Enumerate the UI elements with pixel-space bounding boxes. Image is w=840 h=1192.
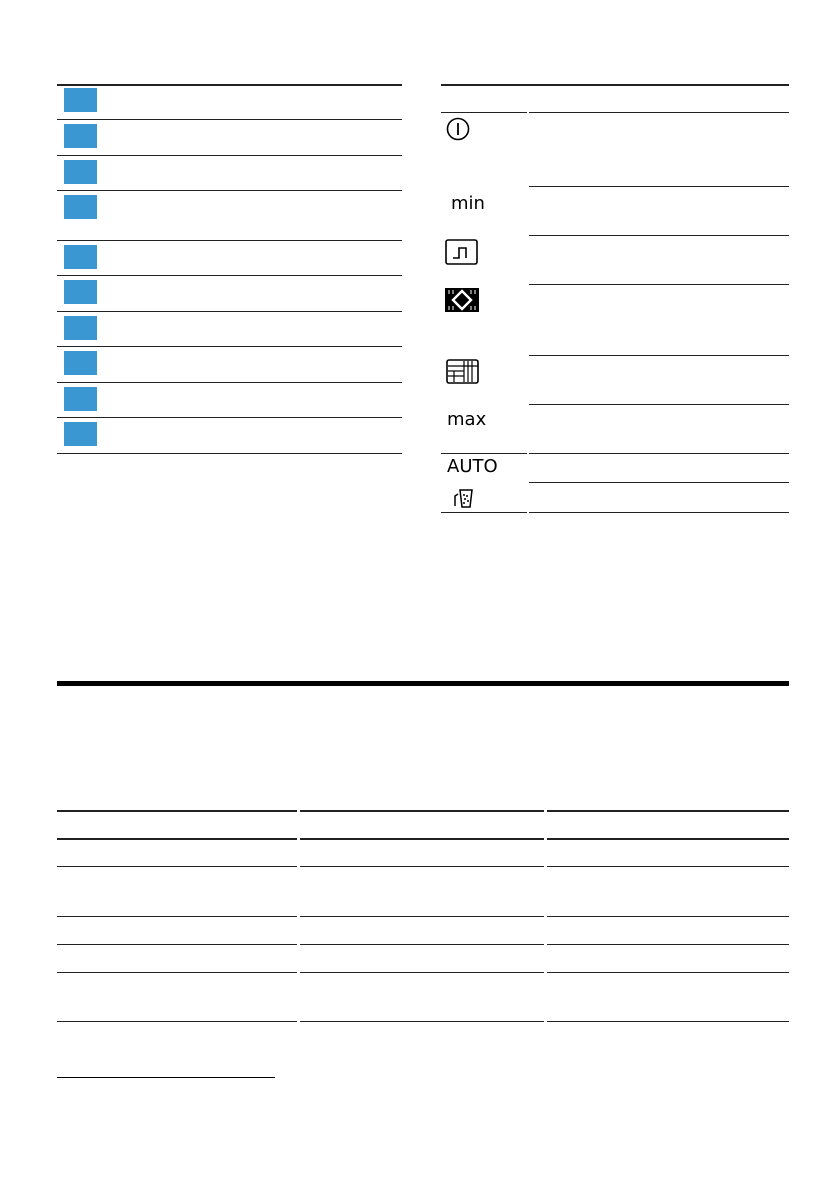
table-rule [529, 482, 789, 483]
marker-square [64, 387, 97, 411]
auto-label: AUTO [447, 456, 498, 477]
table-rule [547, 838, 789, 840]
marker-square [64, 280, 97, 304]
step-icon [445, 239, 478, 269]
table-rule [57, 810, 297, 812]
table-rule [547, 944, 789, 945]
marker-square [64, 88, 97, 112]
grid-panel-icon [446, 359, 479, 388]
max-label: max [447, 409, 487, 430]
table-rule [57, 838, 297, 840]
table-rule [57, 972, 297, 973]
table-rule [529, 404, 789, 405]
glass-cleaning-icon [452, 487, 476, 513]
table-rule [300, 916, 544, 917]
table-rule [441, 112, 527, 113]
table-rule [529, 284, 789, 285]
marker-square [64, 351, 97, 375]
table-rule [529, 235, 789, 236]
table-rule [57, 190, 402, 191]
table-rule [441, 453, 527, 454]
table-rule [441, 84, 789, 86]
table-rule [529, 355, 789, 356]
table-rule [57, 417, 402, 418]
table-rule [547, 810, 789, 812]
table-rule [57, 240, 402, 241]
table-rule [529, 112, 789, 113]
table-rule [300, 838, 544, 840]
table-rule [57, 311, 402, 312]
table-rule [547, 972, 789, 973]
table-rule [547, 866, 789, 867]
min-label: min [451, 193, 485, 214]
table-rule [300, 866, 544, 867]
marker-square [64, 422, 97, 446]
table-rule [529, 186, 789, 187]
table-rule [529, 453, 789, 454]
section-divider [57, 681, 789, 686]
marker-square [64, 245, 97, 269]
table-rule [529, 512, 789, 513]
table-rule [57, 119, 402, 120]
table-rule [547, 916, 789, 917]
table-rule [57, 275, 402, 276]
table-rule [57, 155, 402, 156]
table-rule [57, 944, 297, 945]
table-rule [300, 972, 544, 973]
marker-square [64, 195, 97, 219]
table-rule [300, 1021, 544, 1022]
marker-square [64, 316, 97, 340]
table-rule [57, 346, 402, 347]
table-rule [300, 944, 544, 945]
footnote-rule [57, 1077, 275, 1078]
marker-square [64, 160, 97, 184]
marker-square [64, 124, 97, 148]
table-rule [57, 382, 402, 383]
table-rule [57, 866, 297, 867]
table-rule [300, 810, 544, 812]
table-rule [57, 453, 402, 454]
table-rule [57, 84, 402, 86]
table-rule [57, 1021, 297, 1022]
table-rule [547, 1021, 789, 1022]
power-icon [446, 117, 470, 145]
diamond-filter-icon [445, 288, 479, 316]
table-rule [57, 916, 297, 917]
